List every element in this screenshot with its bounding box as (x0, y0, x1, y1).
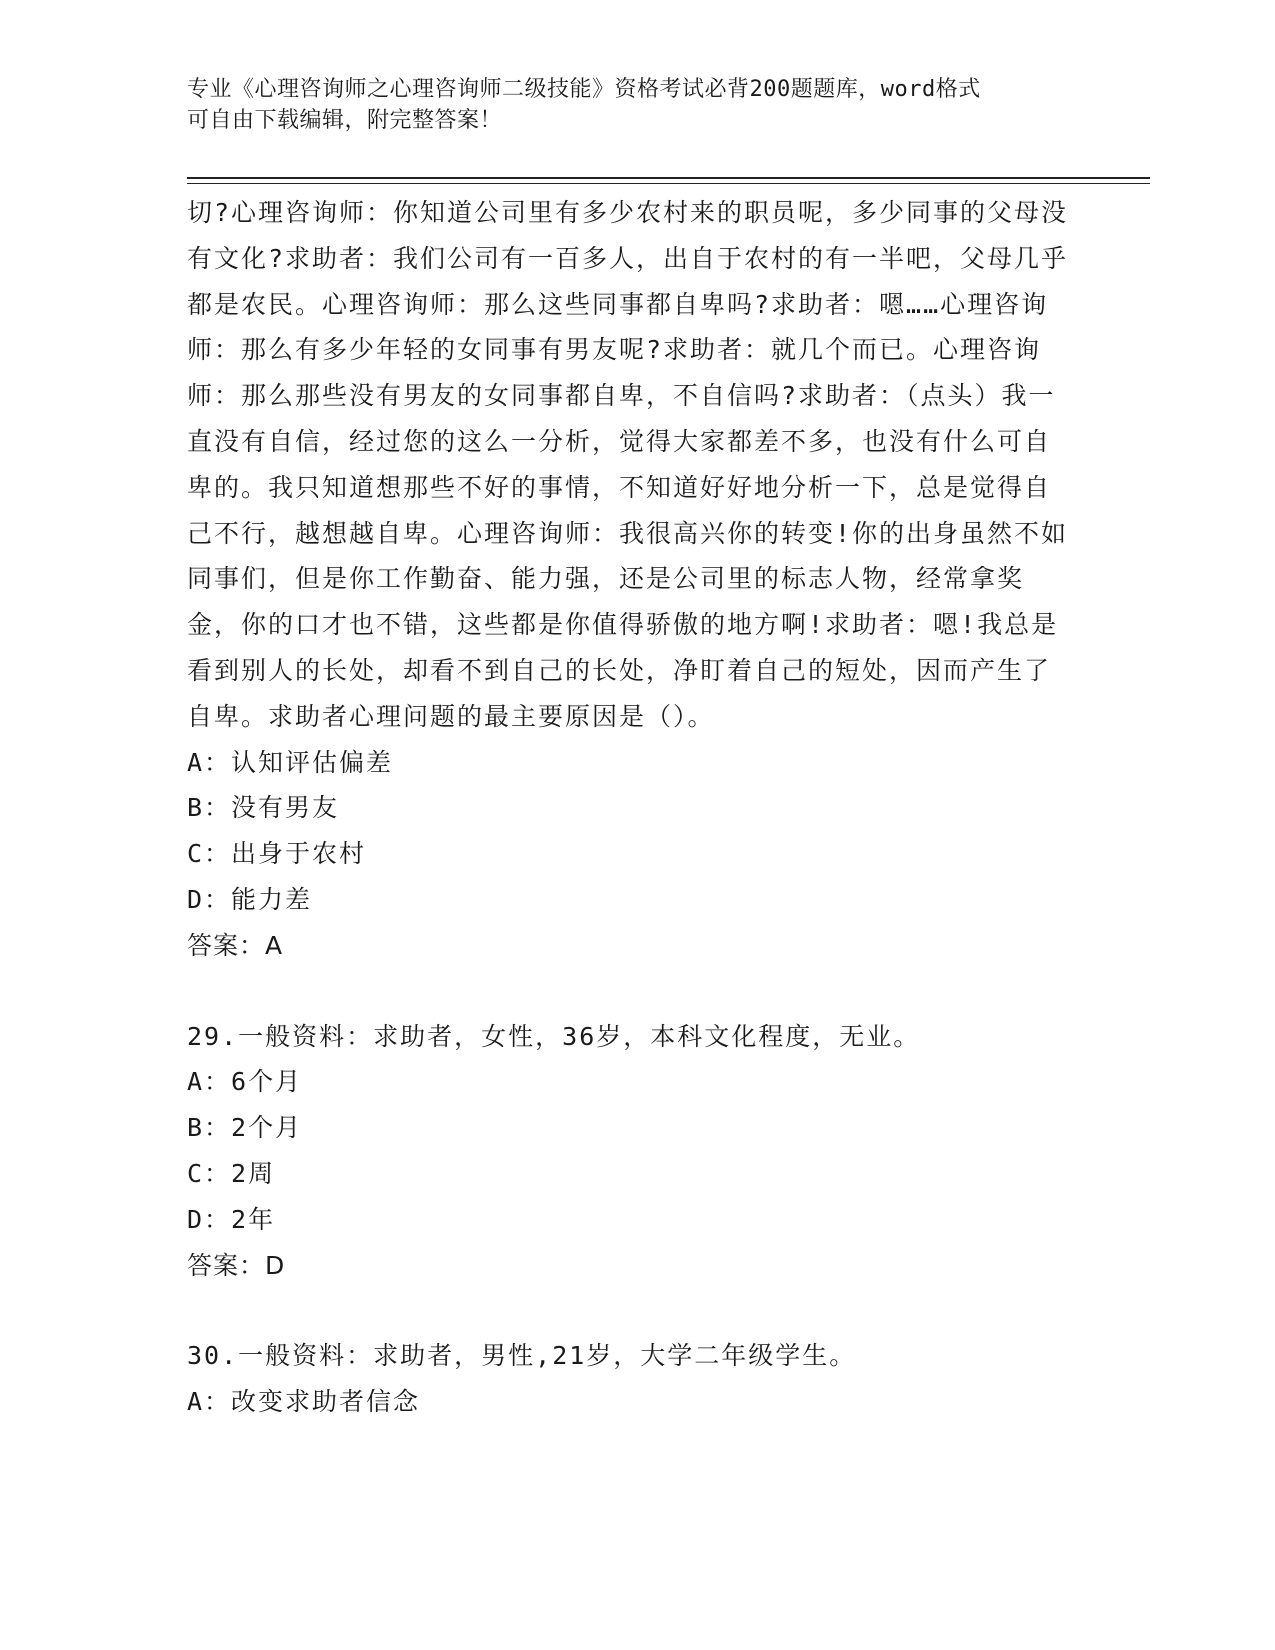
document-body (187, 190, 1077, 1425)
header-line-1: 专业《心理咨询师之心理咨询师二级技能》资格考试必背200题题库，word格式 (187, 77, 981, 102)
question-28-answer: 答案：A (187, 930, 284, 960)
question-30-stem: 30.一般资料：求助者，男性,21岁，大学二年级学生。 (187, 1341, 857, 1371)
spacer (187, 969, 1077, 1014)
spacer (187, 1288, 1077, 1333)
question-28-passage: 切?心理咨询师：你知道公司里有多少农村来的职员呢，多少同事的父母没有文化?求助者：我们公司有一百多人，出自于农村的有一半吧，父母几乎都是农民。心理咨询师：那么这些同事都自卑吗?求助者：嗯……心理咨询师：那么有多少年轻的女同事有男友呢?求助者：就几个而已。心理咨询师：那么那些没有男友的女同事都自卑，不自信吗?求助者：（点头）我一直没有自信，经过您的这么一分析，觉得大家都差不多，也没有什么可自卑的。我只知道想那些不好的事情，不知道好好地分析一下，总是觉得自己不行，越想越自卑。心理咨询师：我很高兴你的转变!你的出身虽然不如同事们，但是你工作勤奋、能力强，还是公司里的标志人物，经常拿奖金，你的口才也不错，这些都是你值得骄傲的地方啊!求助者：嗯!我总是看到别人的长处，却看不到自己的长处，净盯着自己的短处，因而产生了自卑。求助者心理问题的最主要原因是（）。 (187, 198, 1069, 731)
header-rule-thick (187, 177, 1150, 179)
question-29-answer: 答案：D (187, 1250, 286, 1280)
question-29-option-c: C：2周 (187, 1158, 276, 1188)
question-28-option-c: C：出身于农村 (187, 839, 367, 869)
question-28-option-d: D：能力差 (187, 884, 313, 914)
question-28-option-b: B：没有男友 (187, 793, 340, 823)
question-29-stem: 29.一般资料：求助者，女性，36岁，本科文化程度，无业。 (187, 1021, 921, 1051)
document-header (187, 74, 1067, 136)
question-29-option-a: A：6个月 (187, 1067, 303, 1097)
question-29-option-d: D：2年 (187, 1204, 276, 1234)
header-rule-thin (187, 183, 1150, 184)
question-28-option-a: A：认知评估偏差 (187, 747, 394, 777)
question-29-option-b: B：2个月 (187, 1113, 303, 1143)
question-30-option-a: A：改变求助者信念 (187, 1387, 421, 1417)
header-line-2: 可自由下载编辑，附完整答案！ (187, 108, 503, 133)
